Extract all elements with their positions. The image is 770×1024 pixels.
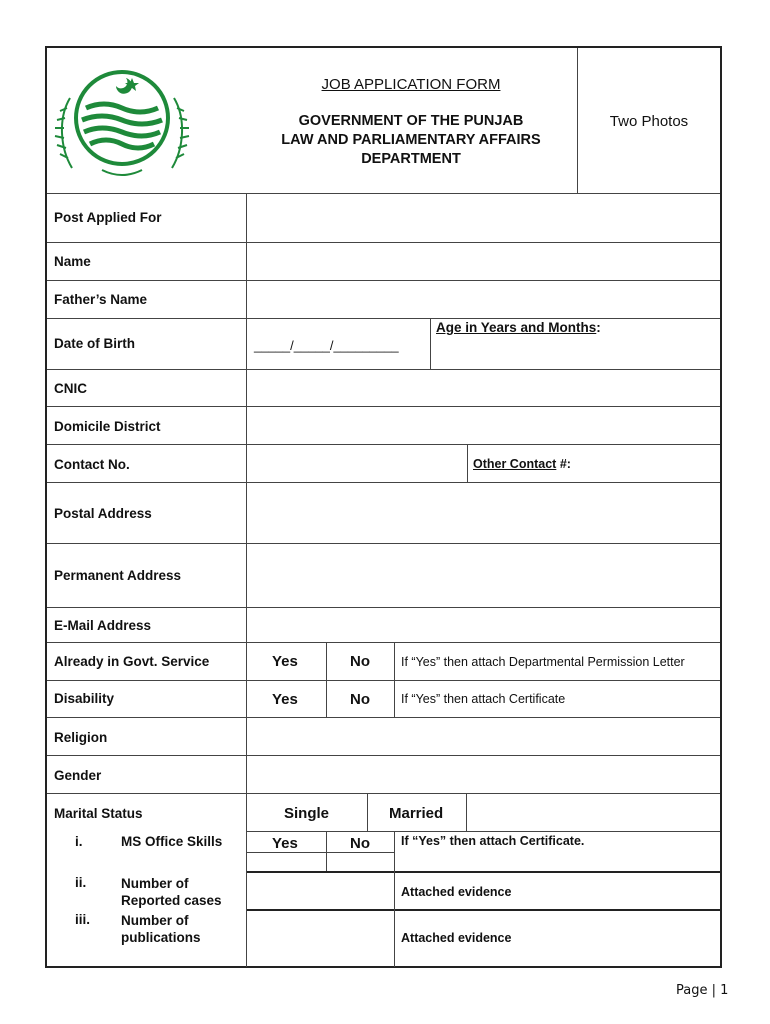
domicile-label: Domicile District: [54, 419, 161, 434]
permanent-address-input[interactable]: [247, 544, 720, 607]
item-3-label-line-2: publications: [121, 930, 201, 945]
gov-line-2: LAW AND PARLIAMENTARY AFFAIRS: [281, 132, 541, 148]
cnic-input[interactable]: [247, 370, 720, 406]
age-input[interactable]: [431, 338, 720, 368]
item-2-label-line-2: Reported cases: [121, 893, 222, 908]
gender-input[interactable]: [247, 756, 720, 793]
item-2-label-line-1: Number of: [121, 876, 189, 891]
govt-service-no[interactable]: No: [350, 653, 370, 670]
publications-input[interactable]: [247, 911, 394, 966]
name-input[interactable]: [247, 243, 720, 280]
fathers-name-label: Father’s Name: [54, 292, 148, 307]
contact-label: Contact No.: [54, 457, 130, 472]
marital-married[interactable]: Married: [389, 805, 444, 822]
item-2-number: ii.: [75, 875, 87, 890]
name-label: Name: [54, 254, 91, 269]
other-contact-suffix: #:: [556, 457, 571, 471]
permanent-address-label: Permanent Address: [54, 568, 182, 583]
age-label-text: Age in Years and Months: [436, 320, 597, 335]
dob-label: Date of Birth: [54, 336, 135, 351]
age-label: [436, 320, 601, 335]
marital-single[interactable]: Single: [284, 805, 330, 822]
email-input[interactable]: [247, 608, 720, 642]
postal-address-label: Postal Address: [54, 506, 152, 521]
gender-label: Gender: [54, 768, 102, 783]
religion-input[interactable]: [247, 718, 720, 755]
ms-office-no[interactable]: No: [350, 835, 370, 852]
other-contact-text: Other Contact: [473, 457, 557, 471]
disability-note: If “Yes” then attach Certificate: [401, 692, 566, 706]
ms-office-note: If “Yes” then attach Certificate.: [401, 834, 585, 848]
gov-line-3: DEPARTMENT: [361, 151, 461, 167]
page-number: Page | 1: [676, 983, 729, 998]
post-applied-label: Post Applied For: [54, 210, 162, 225]
other-contact-label: [473, 457, 571, 471]
item-3-number: iii.: [75, 912, 91, 927]
email-label: E-Mail Address: [54, 618, 152, 633]
photo-box[interactable]: [578, 113, 720, 130]
ms-office-yes[interactable]: Yes: [272, 835, 298, 852]
postal-address-input[interactable]: [247, 483, 720, 543]
govt-service-note: If “Yes” then attach Departmental Permission Letter: [401, 655, 685, 669]
disability-label: Disability: [54, 691, 115, 706]
item-3-label: [121, 912, 201, 946]
publications-note: Attached evidence: [401, 931, 512, 945]
religion-label: Religion: [54, 730, 108, 745]
punjab-emblem-icon: [52, 58, 192, 186]
reported-cases-input[interactable]: [247, 873, 394, 909]
gov-line-1: GOVERNMENT OF THE PUNJAB: [298, 113, 524, 129]
item-3-label-line-1: Number of: [121, 913, 189, 928]
marital-status-label: Marital Status: [54, 806, 143, 821]
form-title: JOB APPLICATION FORM: [321, 76, 501, 93]
dob-input[interactable]: _____/_____/_________: [254, 338, 399, 353]
fathers-name-input[interactable]: [247, 281, 720, 318]
contact-input[interactable]: [247, 445, 467, 482]
disability-yes[interactable]: Yes: [272, 691, 298, 708]
item-1-number: i.: [75, 834, 83, 849]
item-1-label: MS Office Skills: [121, 834, 223, 849]
cnic-label: CNIC: [54, 381, 87, 396]
domicile-input[interactable]: [247, 407, 720, 444]
govt-service-yes[interactable]: Yes: [272, 653, 298, 670]
govt-service-label: Already in Govt. Service: [54, 654, 210, 669]
disability-no[interactable]: No: [350, 691, 370, 708]
item-2-label: [121, 875, 222, 909]
age-label-colon: :: [596, 320, 601, 335]
photo-box-label: Two Photos: [609, 113, 689, 130]
post-applied-input[interactable]: [247, 194, 720, 242]
reported-cases-note: Attached evidence: [401, 885, 512, 899]
